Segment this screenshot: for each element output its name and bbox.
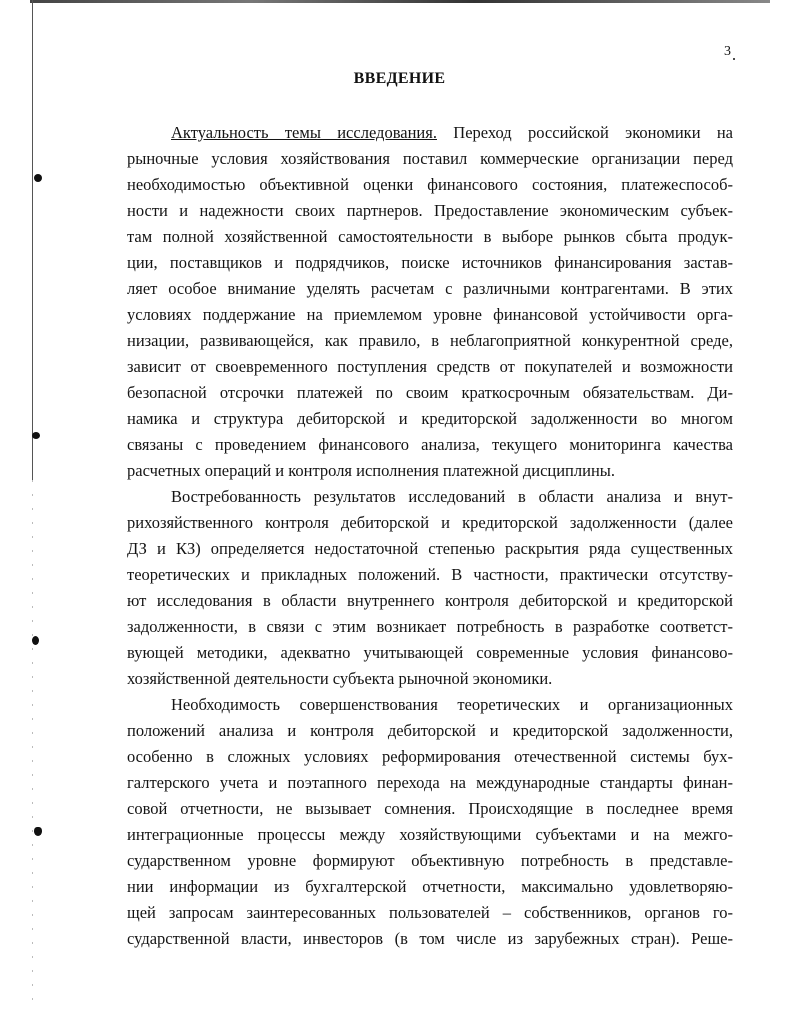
text-line: ности и надежности своих партнеров. Предоставление экономическим субъек- — [127, 201, 733, 220]
binding-hole-mark — [34, 174, 42, 182]
text-line: совой отчетности, не вызывает сомнения. Происходящие в последнее время — [127, 799, 733, 818]
body-text — [127, 120, 733, 952]
text-line: задолженности, в связи с этим возникает потребность в разработке соответст- — [127, 617, 733, 636]
text-line: рыночные условия хозяйствования поставил коммерческие организации перед — [127, 149, 733, 168]
text-line: связаны с проведением финансового анализа, текущего мониторинга качества — [127, 435, 733, 454]
text-line: ции, поставщиков и подрядчиков, поиске источников финансирования застав- — [127, 253, 733, 272]
page-number: 3 — [724, 44, 731, 59]
scan-left-border-dotted — [32, 480, 33, 1000]
text-line: ДЗ и КЗ) определяется недостаточной степенью раскрытия ряда существенных — [127, 539, 733, 558]
text-line: теоретических и прикладных положений. В частности, практически отсутству- — [127, 565, 733, 584]
text-line: условиях поддержание на приемлемом уровне финансовой устойчивости орга- — [127, 305, 733, 324]
text-line: щей запросам заинтересованных пользователей – собственников, органов го- — [127, 903, 733, 922]
text-line: безопасной отсрочки платежей по своим краткосрочным обязательствам. Ди- — [127, 383, 733, 402]
binding-hole-mark — [34, 827, 42, 836]
text-line: необходимостью объективной оценки финансового состояния, платежеспособ- — [127, 175, 733, 194]
binding-hole-mark — [32, 432, 40, 439]
text-line: зависит от своевременного поступления средств от покупателей и возможности — [127, 357, 733, 376]
text-line: расчетных операций и контроля исполнения платежной дисциплины. — [127, 461, 615, 480]
text-line: Необходимость совершенствования теоретических и организационных — [171, 695, 733, 714]
text-line: там полной хозяйственной самостоятельности в выборе рынков сбыта продук- — [127, 227, 733, 246]
text-line: особенно в сложных условиях реформирования отечественной системы бух- — [127, 747, 733, 766]
page-title: ВВЕДЕНИЕ — [353, 70, 446, 87]
text-line: положений анализа и контроля дебиторской и кредиторской задолженности, — [127, 721, 733, 740]
text-line: галтерского учета и поэтапного перехода на международные стандарты финан- — [127, 773, 733, 792]
text-line: намика и структура дебиторской и кредиторской задолженности во многом — [127, 409, 733, 428]
text-line: Актуальность темы исследования. Переход российской экономики на — [171, 123, 734, 142]
underlined-heading: Актуальность темы исследования. — [171, 123, 437, 142]
text-line: Востребованность результатов исследований в области анализа и внут- — [171, 487, 733, 506]
text-line: сударственной власти, инвесторов (в том числе из зарубежных стран). Реше- — [127, 929, 733, 948]
text-line: интеграционные процессы между хозяйствующими субъектами и на межго- — [127, 825, 733, 844]
text-line: нии информации из бухгалтерской отчетности, максимально удовлетворяю- — [127, 877, 733, 896]
text-line: низации, развивающейся, как правило, в неблагоприятной конкурентной среде, — [127, 331, 733, 350]
text-line: сударственном уровне формируют объективную потребность в представле- — [127, 851, 733, 870]
text-line: вующей методики, адекватно учитывающей современные условия финансово- — [127, 643, 733, 662]
scan-speck — [733, 58, 735, 60]
text-line: ляет особое внимание уделять расчетам с различными контрагентами. В этих — [127, 279, 733, 298]
scan-top-border — [30, 0, 770, 3]
text-line: хозяйственной деятельности субъекта рыночной экономики. — [127, 669, 553, 688]
text-line: ют исследования в области внутреннего контроля дебиторской и кредиторской — [127, 591, 733, 610]
text-line: рихозяйственного контроля дебиторской и кредиторской задолженности (далее — [127, 513, 733, 532]
binding-hole-mark — [32, 636, 39, 645]
